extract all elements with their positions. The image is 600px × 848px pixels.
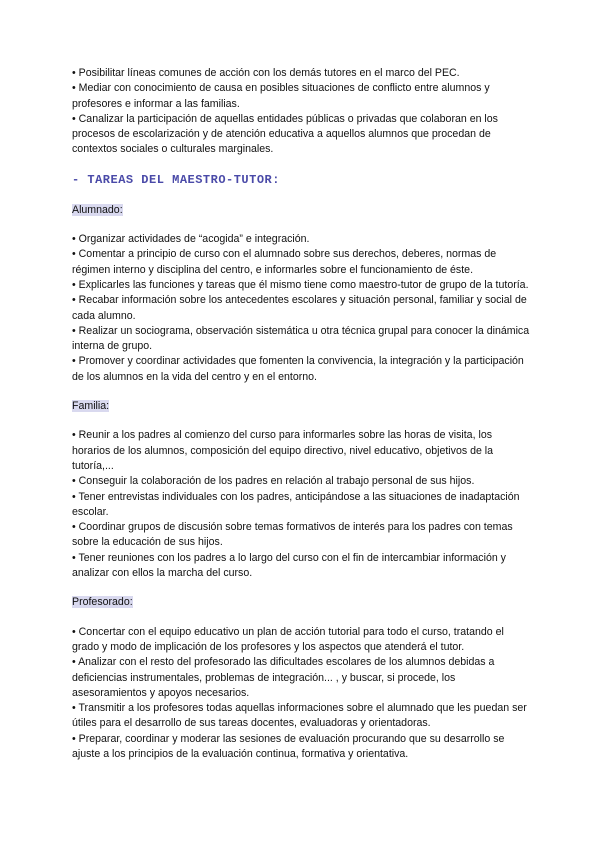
list-item: • Organizar actividades de “acogida” e integración. [72, 233, 310, 246]
list-item: • Realizar un sociograma, observación sistemática u otra técnica grupal para conocer la dinámica interna de grupo. [72, 324, 530, 353]
intro-list [72, 66, 532, 158]
list-item: • Analizar con el resto del profesorado las dificultades escolares de los alumnos debidas a deficiencias instrumentales, problemas de integración... , y buscar, si procede, los asesoramientos y apoyos necesarios. [72, 656, 495, 699]
list-item: • Comentar a principio de curso con el alumnado sobre sus derechos, deberes, normas de régimen interno y disciplina del centro, e informarles sobre el funcionamiento de éste. [72, 248, 497, 276]
list-item: • Transmitir a los profesores todas aquellas informaciones sobre el alumnado que les puedan ser útiles para el desarrollo de sus tareas docentes, evaluadoras y orientadoras. [72, 702, 527, 730]
section-label-text: Alumnado: [72, 203, 123, 216]
alumnado-section [72, 203, 532, 385]
list-item: • Mediar con conocimiento de causa en posibles situaciones de conflicto entre alumnos y profesores e informar a las familias. [72, 82, 490, 110]
alumnado-list [72, 232, 532, 385]
list-item: • Canalizar la participación de aquellas entidades públicas o privadas que colaboran en los procesos de escolarización y de atención educativa a aquellos alumnos que procedan de contextos sociales o culturales marginales. [72, 112, 498, 156]
familia-section [72, 399, 532, 581]
list-item: • Reunir a los padres al comienzo del curso para informarles sobre las horas de visita, los horarios de los alumnos, composición del equipo directivo, nivel educativo, objetivos de la tutoría,... [72, 429, 494, 472]
list-item: • Tener reuniones con los padres a lo largo del curso con el fin de intercambiar información y analizar con ellos la marcha del curso. [72, 551, 506, 580]
profesorado-list [72, 625, 532, 763]
list-item: • Tener entrevistas individuales con los padres, anticipándose a las situaciones de inadaptación escolar. [72, 490, 520, 518]
list-item: • Posibilitar líneas comunes de acción con los demás tutores en el marco del PEC. [72, 67, 460, 79]
section-label-alumnado [72, 203, 532, 218]
section-label-familia [72, 399, 532, 414]
document-page [72, 66, 532, 776]
list-item: • Coordinar grupos de discusión sobre temas formativos de interés para los padres con temas sobre la educación de sus hijos. [72, 521, 513, 549]
section-label-profesorado [72, 595, 532, 610]
section-label-text: Familia: [72, 400, 110, 413]
profesorado-section [72, 595, 532, 762]
list-item: • Preparar, coordinar y moderar las sesiones de evaluación procurando que su desarrollo se ajuste a los principios de la evaluación continua, formativa y orientativa. [72, 732, 505, 760]
section-heading: - TAREAS DEL MAESTRO-TUTOR: [72, 172, 280, 187]
list-item: • Recabar información sobre los antecedentes escolares y situación personal, familiar y social de cada alumno. [72, 294, 527, 322]
list-item: • Promover y coordinar actividades que fomenten la convivencia, la integración y la participación de los alumnos en la vida del centro y en el entorno. [72, 355, 524, 383]
list-item: • Concertar con el equipo educativo un plan de acción tutorial para todo el curso, tratando el grado y modo de implicación de los profesores y los aspectos que atenderá el tutor. [72, 625, 504, 653]
list-item: • Conseguir la colaboración de los padres en relación al trabajo personal de sus hijos. [72, 475, 475, 488]
section-label-text: Profesorado: [72, 596, 133, 609]
list-item: • Explicarles las funciones y tareas que él mismo tiene como maestro-tutor de grupo de la tutoría. [72, 278, 529, 291]
familia-list [72, 428, 532, 581]
